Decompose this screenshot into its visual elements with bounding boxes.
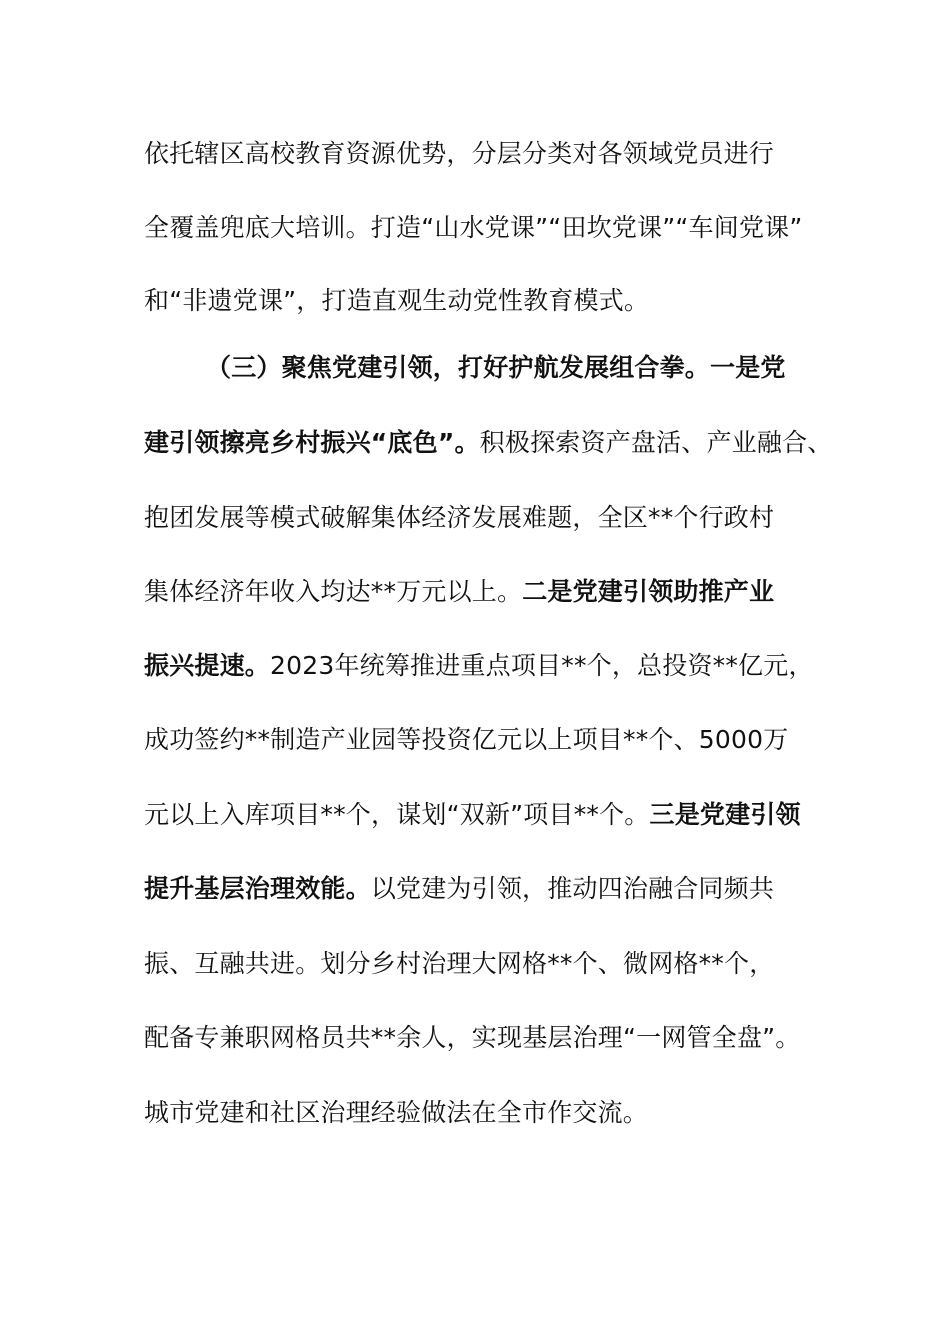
bold-text-run: 振兴提速。: [144, 651, 271, 680]
section-heading-line: [206, 351, 906, 385]
text-line: [144, 284, 844, 318]
text-run: 集体经济年收入均达**万元以上。: [144, 577, 523, 606]
text-run: 和“非遗党课”，打造直观生动党性教育模式。: [144, 286, 650, 315]
text-line: [144, 211, 844, 245]
text-run: 抱团发展等模式破解集体经济发展难题，全区**个行政村: [144, 503, 775, 532]
text-run: 成功签约**制造产业园等投资亿元以上项目**个、5000万: [144, 725, 789, 754]
text-run: 2023年统筹推进重点项目**个，总投资**亿元，: [270, 651, 814, 680]
text-line: [144, 798, 844, 832]
bold-text-run: （三）聚焦党建引领，打好护航发展组合拳。一是党: [206, 353, 786, 382]
text-run: 城市党建和社区治理经验做法在全市作交流。: [144, 1098, 649, 1127]
text-run: 依托辖区高校教育资源优势，分层分类对各领域党员进行: [144, 139, 775, 168]
text-line: [144, 501, 844, 535]
text-run: 配备专兼职网格员共**余人，实现基层治理“一网管全盘”。: [144, 1023, 801, 1052]
text-line: [144, 649, 844, 683]
text-line: [144, 575, 844, 609]
text-run: 全覆盖兜底大培训。打造“山水党课”“田坎党课”“车间党课”: [144, 213, 803, 242]
bold-text-run: 三是党建引领: [649, 800, 801, 829]
bold-text-run: 建引领擦亮乡村振兴“底色”。: [144, 428, 480, 457]
text-line: [144, 1096, 844, 1130]
text-line: [144, 426, 844, 460]
text-line: [144, 872, 844, 906]
text-run: 积极探索资产盘活、产业融合、: [479, 428, 833, 457]
bold-text-run: 提升基层治理效能。: [144, 874, 371, 903]
text-run: 元以上入库项目**个，谋划“双新”项目**个。: [144, 800, 650, 829]
bold-text-run: 二是党建引领助推产业: [522, 577, 775, 606]
text-line: [144, 723, 844, 757]
text-line: [144, 947, 844, 981]
text-run: 振、互融共进。划分乡村治理大网格**个、微网格**个，: [144, 949, 775, 978]
text-line: [144, 1021, 844, 1055]
text-line: [144, 137, 844, 171]
text-run: 以党建为引领，推动四治融合同频共: [370, 874, 775, 903]
